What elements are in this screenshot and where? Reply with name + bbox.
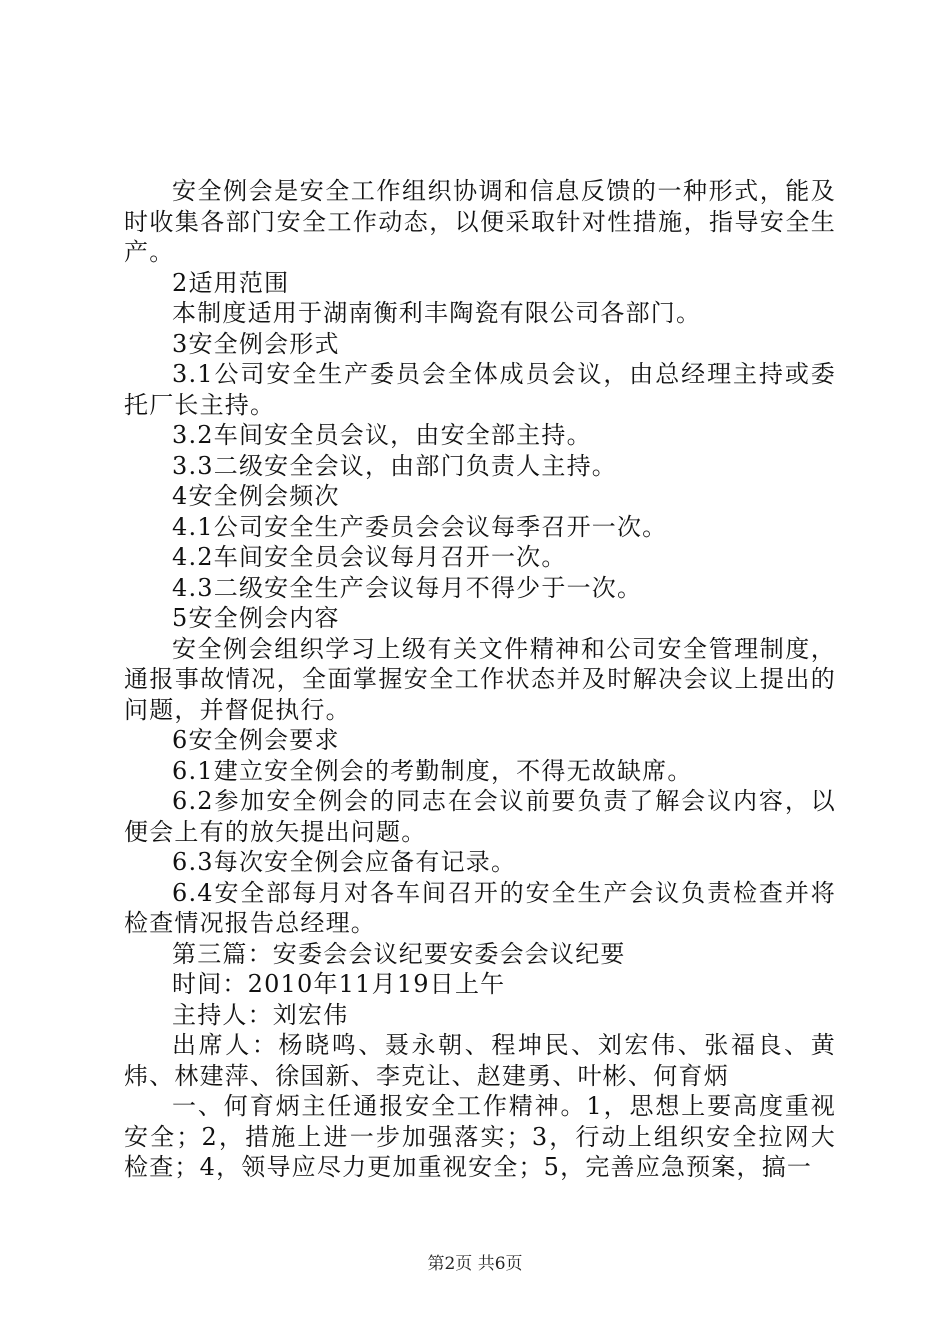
heading-requirements: 6安全例会要求 — [172, 726, 340, 754]
heading-form: 3安全例会形式 — [172, 329, 340, 358]
paragraph-6-1: 6.1建立安全例会的考勤制度，不得无故缺席。 — [172, 756, 693, 785]
paragraph-6-3: 6.3每次安全例会应备有记录。 — [172, 848, 517, 876]
paragraph-4-2: 4.2车间安全员会议每月召开一次。 — [172, 543, 567, 571]
paragraph-scope: 本制度适用于湖南衡利丰陶瓷有限公司各部门。 — [172, 299, 702, 327]
section-title: 第三篇：安委会会议纪要安委会会议纪要 — [172, 939, 626, 968]
paragraph-3-1: 3.1公司安全生产委员会全体成员会议，由总经理主持或委托厂长主持。 — [124, 360, 836, 419]
paragraph-3-3: 3.3二级安全会议，由部门负责人主持。 — [172, 451, 617, 480]
meeting-time: 时间：2010年11月19日上午 — [172, 970, 506, 998]
page-footer: 第2页 共6页 — [427, 1254, 523, 1274]
meeting-attendees: 出席人：杨晓鸣、聂永朝、程坤民、刘宏伟、张福良、黄炜、林建萍、徐国新、李克让、赵建勇、叶彬、何育炳 — [124, 1031, 836, 1090]
paragraph-4-1: 4.1公司安全生产委员会会议每季召开一次。 — [172, 512, 668, 541]
paragraph-4-3: 4.3二级安全生产会议每月不得少于一次。 — [172, 573, 643, 602]
meeting-item-1: 一、何育炳主任通报安全工作精神。1，思想上要高度重视安全；2，措施上进一步加强落实；3，行动上组织安全拉网大检查；4，领导应尽力更加重视安全；5，完善应急预案，搞一 — [124, 1092, 836, 1181]
paragraph-content: 安全例会组织学习上级有关文件精神和公司安全管理制度，通报事故情况，全面掌握安全工作状态并及时解决会议上提出的问题，并督促执行。 — [124, 634, 836, 724]
heading-scope: 2适用范围 — [172, 268, 290, 297]
paragraph-6-4: 6.4安全部每月对各车间召开的安全生产会议负责检查并将检查情况报告总经理。 — [124, 878, 836, 937]
meeting-host: 主持人：刘宏伟 — [172, 1000, 349, 1029]
heading-frequency: 4安全例会频次 — [172, 482, 340, 510]
heading-content: 5安全例会内容 — [172, 604, 340, 632]
paragraph-3-2: 3.2车间安全员会议，由安全部主持。 — [172, 421, 592, 449]
paragraph-6-2: 6.2参加安全例会的同志在会议前要负责了解会议内容，以便会上有的放矢提出问题。 — [124, 787, 836, 846]
document-body — [124, 176, 836, 1183]
paragraph-intro: 安全例会是安全工作组织协调和信息反馈的一种形式，能及时收集各部门安全工作动态，以便采取针对性措施，指导安全生产。 — [124, 177, 836, 266]
